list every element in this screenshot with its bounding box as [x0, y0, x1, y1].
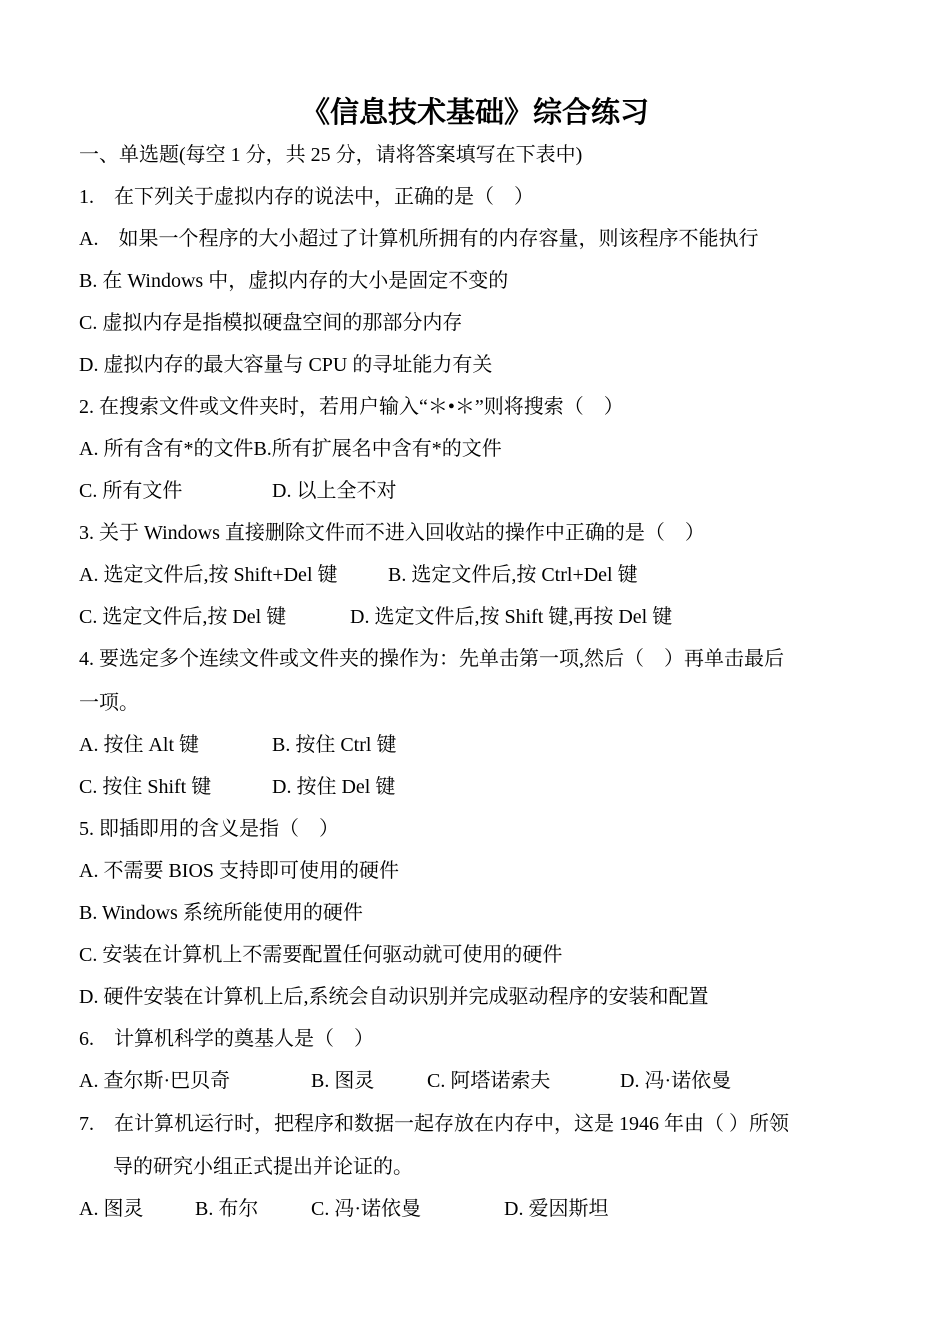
- question-4-stem-continued: 一项。: [79, 692, 139, 714]
- question-6-option-a: A. 查尔斯·巴贝奇: [79, 1070, 231, 1092]
- question-1-option-b: B. 在 Windows 中，虚拟内存的大小是固定不变的: [79, 270, 509, 292]
- question-7-stem: 7. 在计算机运行时，把程序和数据一起存放在内存中，这是 1946 年由（ ）所领: [79, 1113, 789, 1135]
- question-1-stem: 1. 在下列关于虚拟内存的说法中，正确的是（ ）: [79, 186, 534, 208]
- question-6-option-c: C. 阿塔诺索夫: [427, 1070, 551, 1092]
- question-1-option-a: A. 如果一个程序的大小超过了计算机所拥有的内存容量，则该程序不能执行: [79, 228, 759, 250]
- question-3-option-b: B. 选定文件后,按 Ctrl+Del 键: [388, 564, 638, 586]
- question-7-option-d: D. 爱因斯坦: [504, 1198, 609, 1220]
- question-7-stem-continued: 导的研究小组正式提出并论证的。: [113, 1156, 413, 1178]
- question-5-stem: 5. 即插即用的含义是指（ ）: [79, 818, 339, 840]
- question-2-stem: 2. 在搜索文件或文件夹时，若用户输入“＊•＊”则将搜索（ ）: [79, 396, 624, 418]
- question-7-option-c: C. 冯·诺依曼: [311, 1198, 421, 1220]
- question-6-option-b: B. 图灵: [311, 1070, 375, 1092]
- question-4-option-d: D. 按住 Del 键: [272, 776, 396, 798]
- section-heading: 一、单选题(每空 1 分，共 25 分，请将答案填写在下表中): [79, 144, 583, 166]
- question-5-option-c: C. 安装在计算机上不需要配置任何驱动就可使用的硬件: [79, 944, 563, 966]
- document-title: 《信息技术基础》综合练习: [300, 97, 649, 129]
- question-2-option-d: D. 以上全不对: [272, 480, 397, 502]
- question-6-option-d: D. 冯·诺依曼: [620, 1070, 732, 1092]
- question-3-option-c: C. 选定文件后,按 Del 键: [79, 606, 287, 628]
- question-3-option-a: A. 选定文件后,按 Shift+Del 键: [79, 564, 338, 586]
- question-2-options-ab: A. 所有含有*的文件B.所有扩展名中含有*的文件: [79, 438, 502, 460]
- question-5-option-d: D. 硬件安装在计算机上后,系统会自动识别并完成驱动程序的安装和配置: [79, 986, 709, 1008]
- question-3-stem: 3. 关于 Windows 直接删除文件而不进入回收站的操作中正确的是（ ）: [79, 522, 705, 544]
- question-4-option-b: B. 按住 Ctrl 键: [272, 734, 397, 756]
- question-5-option-a: A. 不需要 BIOS 支持即可使用的硬件: [79, 860, 400, 882]
- question-2-option-c: C. 所有文件: [79, 480, 183, 502]
- question-7-option-a: A. 图灵: [79, 1198, 144, 1220]
- question-1-option-d: D. 虚拟内存的最大容量与 CPU 的寻址能力有关: [79, 354, 493, 376]
- question-4-stem: 4. 要选定多个连续文件或文件夹的操作为：先单击第一项,然后（ ）再单击最后: [79, 648, 784, 670]
- question-4-option-a: A. 按住 Alt 键: [79, 734, 199, 756]
- question-3-option-d: D. 选定文件后,按 Shift 键,再按 Del 键: [350, 606, 673, 628]
- question-5-option-b: B. Windows 系统所能使用的硬件: [79, 902, 363, 924]
- question-4-option-c: C. 按住 Shift 键: [79, 776, 212, 798]
- question-6-stem: 6. 计算机科学的奠基人是（ ）: [79, 1028, 374, 1050]
- question-7-option-b: B. 布尔: [195, 1198, 259, 1220]
- question-1-option-c: C. 虚拟内存是指模拟硬盘空间的那部分内存: [79, 312, 463, 334]
